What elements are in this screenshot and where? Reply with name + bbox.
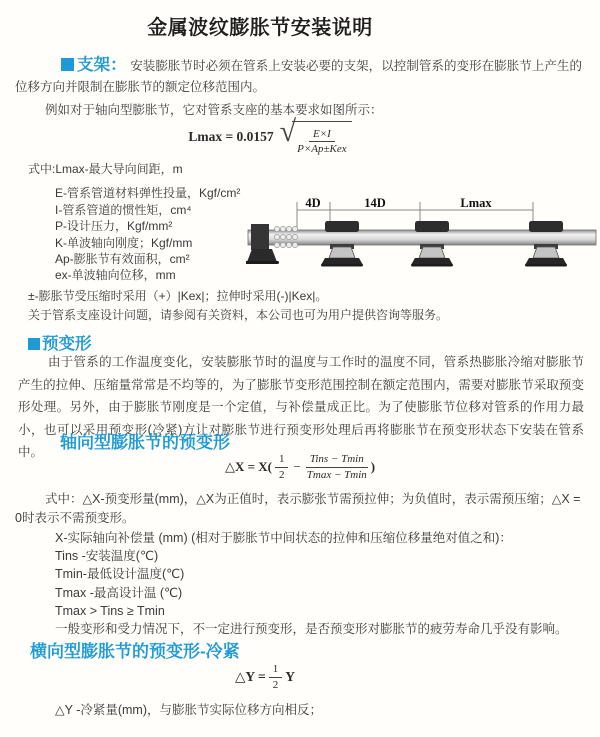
support-paragraph-text: 安装膨胀节时必须在管系上安装必要的支架，以控制管系的变形在膨胀节上产生的位移方向并限制在膨胀节的额定位移范围内。	[15, 59, 582, 94]
definition-line: E-管系管道材料弹性投量，Kgf/cm²	[55, 186, 241, 201]
lmax-formula-lhs: Lmax = 0.0157	[188, 129, 274, 144]
axial-preform-heading: 轴向型膨胀节的预变形	[60, 433, 230, 452]
temperature-fraction	[306, 452, 368, 482]
dim-label-4d: 4D	[305, 196, 321, 210]
definition-line: Tmax > Tins ≥ Tmin	[55, 603, 165, 618]
root-content	[292, 121, 352, 157]
half-denominator: 2	[272, 678, 279, 691]
lateral-preform-formula	[180, 660, 350, 694]
half-denominator: 2	[278, 468, 285, 481]
preform-paragraph: 由于管系的工作温度变化，安装膨胀节时的温度与工作时的温度不同，管系热膨胀冷缩对膨胀节产生的拉伸、压缩量常常是不均等的，为了膨胀节变形范围控制在额定范围内，需要对膨胀节采取预变形处理。另外，由于膨胀节刚度是一个定值，与补偿量成正比。为了使膨胀节位移对管系的作用力最小，也可以采用预变形(冷紧)方让对膨胀节进行预变形处理后再将膨胀节在预变形状态下安装在管系中。	[18, 355, 584, 460]
fraction-denominator: P×Ap±Kex	[297, 143, 347, 155]
lmax-formula	[110, 114, 430, 156]
definition-line: X-实际轴向补偿量 (mm) (相对于膨胀节中间状态的拉伸和压缩位移量绝对值之和)：	[55, 531, 512, 545]
definition-line: Tmax -最高设计温 (℃)	[55, 585, 183, 600]
support-section-heading: 支架：	[77, 56, 127, 74]
one-half-fraction	[269, 662, 283, 692]
half-numerator: 1	[275, 452, 289, 467]
axial-definition-paragraph: 式中：△X-预变形量(mm)，△X为正值时，表示膨张节需预拉伸；为负值时，表示需预压缩；△X = 0时表示不需预变形。	[15, 492, 581, 525]
half-numerator: 1	[269, 662, 283, 677]
fraction	[297, 127, 347, 157]
definition-line: ex-单波轴向位移，mm	[55, 268, 176, 283]
temp-numerator: Tins − Tmin	[306, 452, 368, 467]
definition-line: K-单波轴向刚度；Kgf/mm	[55, 235, 193, 250]
definition-line: P-设计压力，Kgf/mm²	[55, 219, 173, 234]
definition-line: 式中:Lmax-最大导向间距，m	[28, 162, 183, 176]
dim-label-14d: 14D	[364, 196, 386, 210]
axial-preform-formula	[150, 449, 450, 485]
preform-heading-text: 预变形	[42, 335, 92, 353]
dim-label-lmax: Lmax	[460, 196, 492, 210]
lateral-formula-lhs: △Y =	[235, 669, 266, 684]
minus-operator: −	[293, 459, 301, 474]
definition-line: ±-膨胀节受压缩时采用（+）|Kex|；拉伸时采用(-)|Kex|。	[28, 288, 328, 303]
axial-formula-rhs: )	[370, 459, 376, 474]
definition-line: Tmin-最低设计温度(℃)	[55, 567, 185, 582]
lateral-note: △Y -冷紧量(mm)，与膨胀节实际位移方向相反；	[55, 703, 323, 717]
one-half-fraction	[275, 452, 289, 482]
support-paragraph	[15, 56, 582, 98]
definition-line: I-管系管道的惯性矩，cm⁴	[55, 202, 192, 217]
axial-definition-list	[55, 529, 568, 638]
axial-formula-lhs: △X = X(	[224, 459, 272, 474]
pipe-support-diagram	[246, 192, 598, 288]
support-note: 关于管系支座设计问题，请参阅有关资料，本公司也可为用户提供咨询等服务。	[28, 308, 449, 322]
section-bullet-icon	[28, 338, 40, 350]
square-root	[279, 114, 352, 157]
definition-line: 一般变形和受力情况下，不一定进行预变形，是否预变形对膨胀节的疲劳寿命几乎没有影响。	[55, 622, 568, 637]
lateral-preform-heading: 横向型膨胀节的预变形-冷紧	[30, 642, 240, 661]
section-bullet-icon	[61, 58, 74, 71]
support-example-line: 例如对于轴向型膨胀节，它对管系支座的基本要求如图所示：	[45, 103, 383, 117]
temp-denominator: Tmax − Tmin	[306, 468, 367, 481]
lateral-formula-rhs: Y	[285, 669, 295, 684]
definition-line: Ap-膨胀节有效面积，cm²	[55, 252, 190, 267]
page-title: 金属波纹膨胀节安装说明	[147, 17, 373, 39]
fraction-numerator: E×I	[309, 127, 335, 142]
pipe	[248, 230, 596, 245]
radical-icon: √	[279, 114, 297, 148]
definition-line: Tins -安装温度(℃)	[55, 549, 159, 564]
